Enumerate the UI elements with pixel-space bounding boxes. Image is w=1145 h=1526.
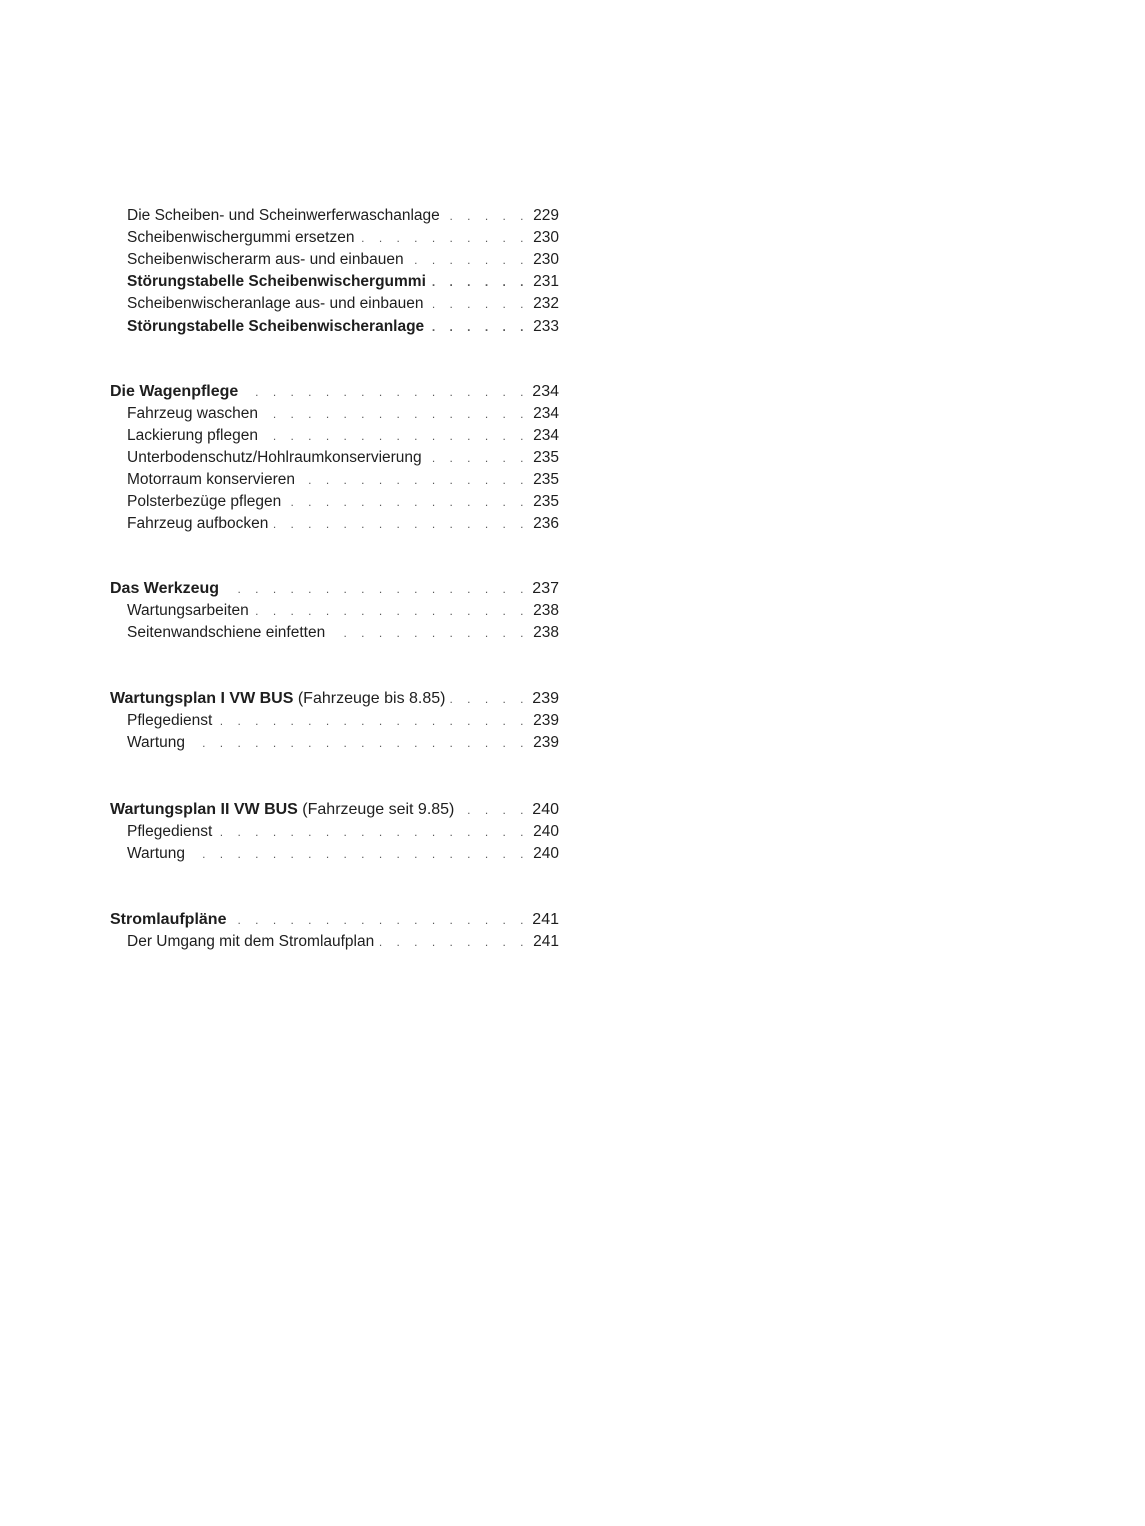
toc-page-number: 230 [533,229,559,246]
toc-page-number: 235 [533,449,559,466]
toc-entry-fahrzeug-waschen [127,403,559,425]
toc-page-number: 241 [533,933,559,950]
toc-page-number: 236 [533,515,559,532]
toc-heading-die-wagenpflege [110,381,559,403]
toc-page-number: 239 [532,690,559,707]
toc-entry-pflegedienst [127,821,559,843]
dot-leader [189,732,529,754]
dot-leader [458,799,529,821]
toc-heading-title: Das Werkzeug [110,580,220,597]
dot-leader [262,425,529,447]
dot-leader [285,491,529,513]
dot-leader [242,381,529,403]
toc-heading-das-werkzeug [110,578,559,600]
toc-entry-wartung [127,843,559,865]
toc-entry-fahrzeug-aufbocken [127,513,559,535]
toc-entry-title: Die Scheiben- und Scheinwerferwaschanlage [127,207,440,224]
dot-leader [253,600,529,622]
toc-page-number: 234 [532,383,559,400]
toc-heading-wartungsplan-1 [110,688,559,710]
dot-leader [299,469,529,491]
toc-entry-title: Wartungsarbeiten [127,602,249,619]
toc-entry-title: Seitenwandschiene einfetten [127,624,326,641]
toc-page-number: 238 [533,624,559,641]
toc-heading-title-group [110,799,458,821]
toc-entry-scheiben-scheinwerferwaschanlage [127,205,559,227]
dot-leader [216,821,529,843]
toc-page-number: 235 [533,493,559,510]
dot-leader [426,447,529,469]
dot-leader [189,843,529,865]
toc-entry-title: Scheibenwischeranlage aus- und einbauen [127,295,424,312]
toc-page-number: 229 [533,207,559,224]
toc-page-number: 239 [533,712,559,729]
toc-heading-stromlaufplaene [110,909,559,931]
toc-entry-title: Wartung [127,734,186,751]
toc-entry-title: Lackierung pflegen [127,427,258,444]
toc-entry-title: Wartung [127,845,186,862]
toc-entry-title: Motorraum konservieren [127,471,295,488]
toc-entry-stoerungstabelle-scheibenwischergummi [127,271,559,293]
toc-entry-title: Pflegedienst [127,823,213,840]
toc-heading-wartungsplan-2 [110,799,559,821]
toc-heading-title: Wartungsplan I VW BUS [110,690,294,707]
toc-page-number: 234 [533,405,559,422]
toc-entry-title: Fahrzeug waschen [127,405,258,422]
dot-leader [428,316,529,338]
dot-leader [358,227,529,249]
toc-entry-umgang-stromlaufplan [127,931,559,953]
toc-page-number: 240 [533,823,559,840]
toc-entry-polsterbezuege-pflegen [127,491,559,513]
toc-heading-title: Stromlaufpläne [110,911,227,928]
toc-heading-title: Die Wagenpflege [110,383,239,400]
toc-entry-wartungsarbeiten [127,600,559,622]
toc-page-number: 235 [533,471,559,488]
toc-entry-scheibenwischerarm [127,249,559,271]
dot-leader [408,249,529,271]
toc-page-number: 231 [533,273,559,290]
toc-entry-pflegedienst [127,710,559,732]
dot-leader [444,205,529,227]
toc-heading-title-group [110,688,449,710]
toc-page-number: 232 [533,295,559,312]
toc-page-number: 241 [532,911,559,928]
dot-leader [223,578,529,600]
dot-leader [430,271,529,293]
dot-leader [329,622,529,644]
toc-page-number: 240 [532,801,559,818]
dot-leader [216,710,529,732]
toc-entry-title: Fahrzeug aufbocken [127,515,269,532]
toc-entry-scheibenwischeranlage [127,293,559,315]
toc-entry-unterbodenschutz [127,447,559,469]
toc-page-number: 230 [533,251,559,268]
toc-entry-title: Scheibenwischergummi ersetzen [127,229,355,246]
dot-leader [449,688,529,710]
dot-leader [378,931,529,953]
dot-leader [230,909,529,931]
toc-entry-seitenwandschiene-einfetten [127,622,559,644]
toc-entry-title: Pflegedienst [127,712,213,729]
toc-entry-title: Der Umgang mit dem Stromlaufplan [127,933,375,950]
toc-entry-title: Polsterbezüge pflegen [127,493,282,510]
toc-page-number: 240 [533,845,559,862]
toc-entry-title: Scheibenwischerarm aus- und einbauen [127,251,404,268]
toc-entry-title: Störungstabelle Scheibenwischergummi [127,273,426,290]
toc-entry-title: Störungstabelle Scheibenwischeranlage [127,318,425,335]
toc-page-number: 237 [532,580,559,597]
toc-heading-title: Wartungsplan II VW BUS [110,801,298,818]
toc-page-number: 238 [533,602,559,619]
toc-entry-lackierung-pflegen [127,425,559,447]
toc-entry-stoerungstabelle-scheibenwischeranlage [127,316,559,338]
toc-entry-title: Unterbodenschutz/Hohlraumkonservierung [127,449,422,466]
toc-heading-suffix: (Fahrzeuge seit 9.85) [297,801,455,818]
dot-leader [272,513,529,535]
dot-leader [262,403,529,425]
toc-page-number: 233 [533,318,559,335]
toc-page-number: 239 [533,734,559,751]
toc-heading-suffix: (Fahrzeuge bis 8.85) [293,690,446,707]
dot-leader [427,293,529,315]
toc-entry-scheibenwischergummi-ersetzen [127,227,559,249]
toc-entry-motorraum-konservieren [127,469,559,491]
toc-page-number: 234 [533,427,559,444]
toc-entry-wartung [127,732,559,754]
